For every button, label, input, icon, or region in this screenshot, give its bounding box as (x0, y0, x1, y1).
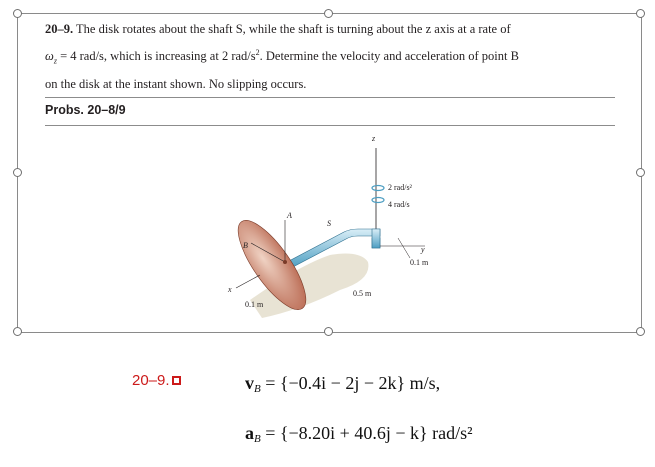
dim-label-middle: 0.5 m (353, 289, 372, 298)
x-axis-label: x (228, 285, 232, 294)
x-axis-line (236, 275, 260, 288)
point-a-label: A (287, 211, 292, 220)
disk-hub (283, 260, 287, 264)
answer-number (132, 372, 181, 389)
rotation-arrow-outer (372, 186, 384, 191)
velocity-symbol: v (245, 373, 254, 393)
probs-label: Probs. 20–8/9 (45, 103, 126, 117)
point-b-label: B (243, 241, 248, 250)
problem-text-1: The disk rotates about the shaft S, while the shaft is turning about the z axis at a rate of (73, 22, 511, 36)
angular-acceleration-label: 2 rad/s² (388, 183, 412, 192)
shaft-s-label: S (327, 219, 331, 228)
acceleration-subscript: B (254, 433, 261, 445)
answer-label: 20–9. (132, 372, 170, 389)
dim-label-right: 0.1 m (410, 258, 429, 267)
acceleration-symbol: a (245, 423, 254, 443)
omega-subscript: z (53, 56, 57, 66)
angular-velocity-label: 4 rad/s (388, 200, 410, 209)
omega-symbol: ω (45, 49, 54, 64)
z-axis-label: z (372, 134, 376, 143)
shaft-elbow (372, 229, 380, 248)
velocity-value: = {−0.4i − 2j − 2k} m/s, (265, 373, 441, 393)
acceleration-value: = {−8.20i + 40.6j − k} rad/s² (265, 423, 473, 443)
answer-box-icon[interactable] (172, 376, 181, 385)
problem-text-3: on the disk at the instant shown. No slipping occurs. (45, 76, 307, 91)
problem-number: 20–9. (45, 22, 74, 36)
problem-text-2a: = 4 rad/s, which is increasing at 2 rad/s (56, 49, 256, 64)
velocity-subscript: B (254, 383, 261, 395)
velocity-equation (245, 373, 440, 395)
dim-line-right (398, 238, 410, 258)
accel-exponent: 2 (255, 48, 260, 57)
problem-text-2b: . Determine the velocity and acceleration of point B (259, 49, 519, 64)
y-axis-label: y (421, 245, 425, 254)
dim-label-left: 0.1 m (245, 300, 264, 309)
rotation-arrow-inner (372, 198, 384, 203)
acceleration-equation (245, 423, 473, 445)
